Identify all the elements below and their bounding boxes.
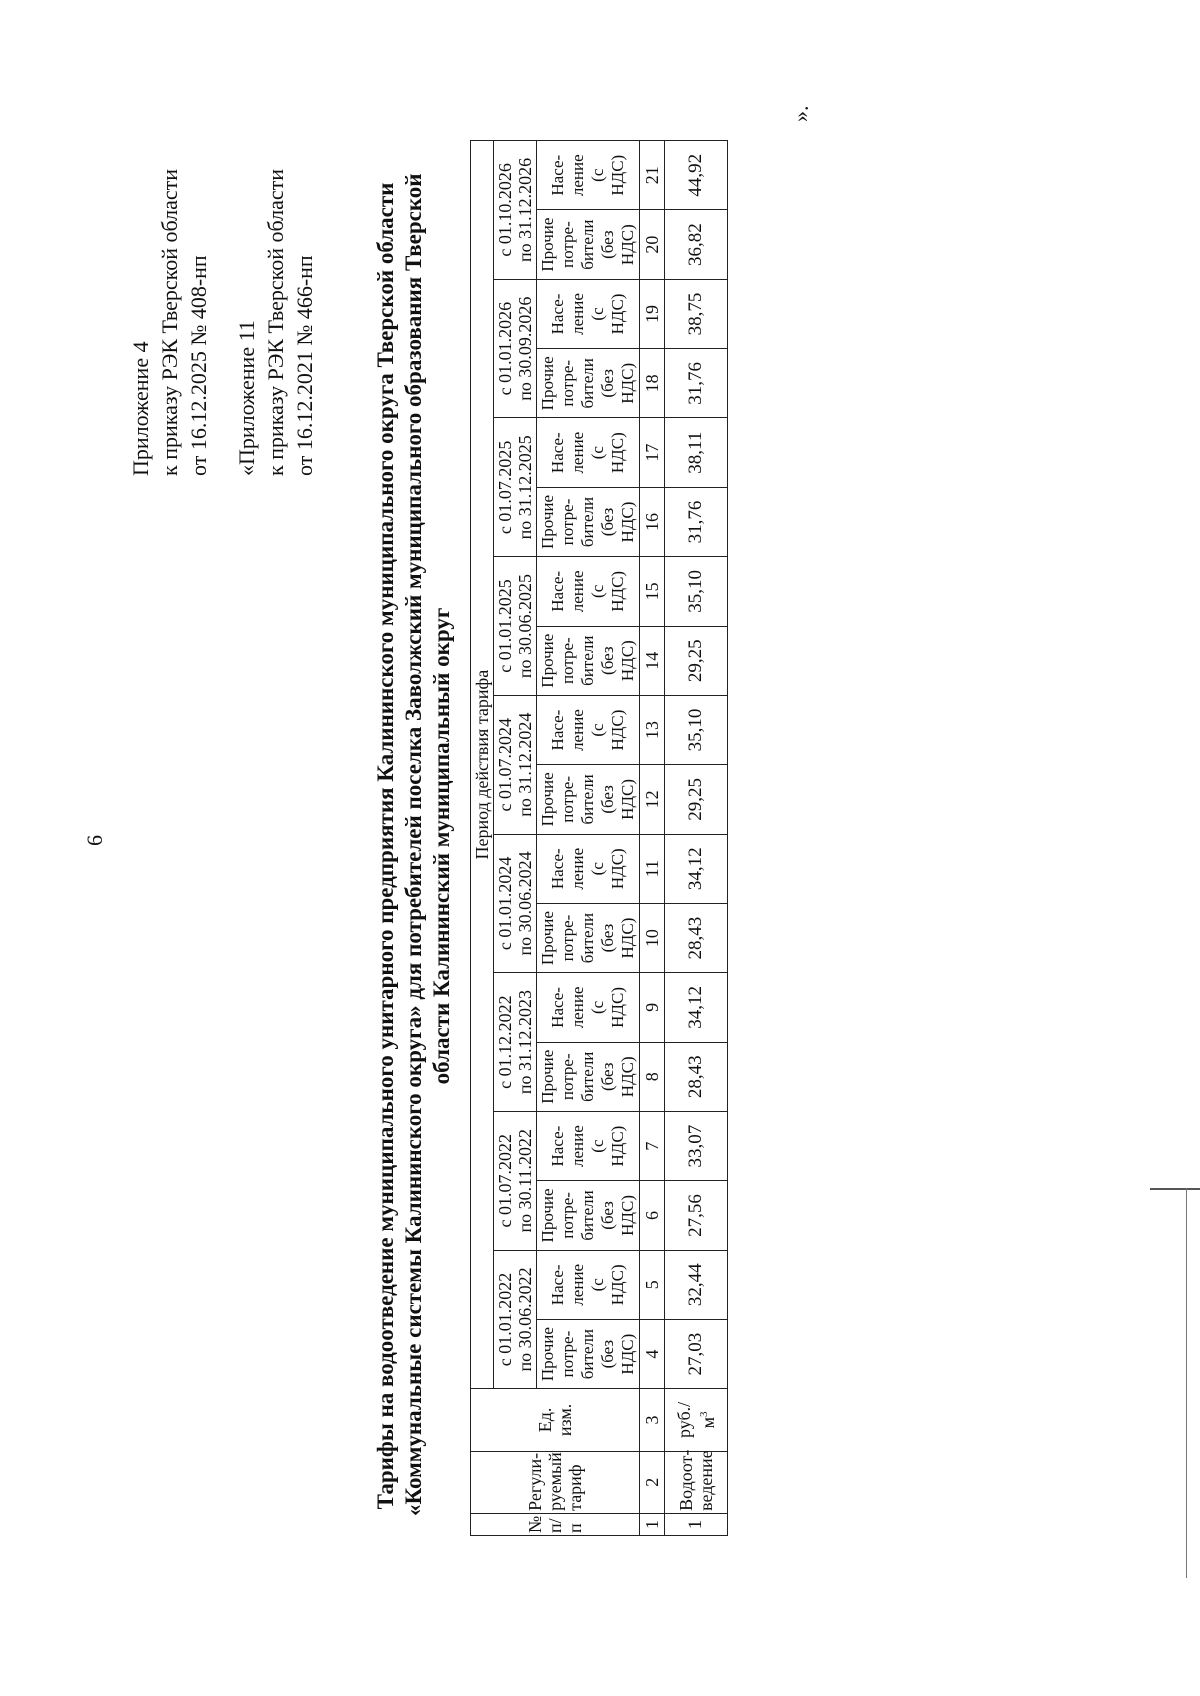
column-number: 16 bbox=[640, 487, 665, 556]
category-population: Насе- ление (с НДС) bbox=[537, 418, 640, 487]
tariff-value-cell: 28,43 bbox=[665, 1042, 728, 1111]
category-other-consumers: Прочие потре- бители (без НДС) bbox=[537, 1319, 640, 1388]
tariff-value-cell: 35,10 bbox=[665, 695, 728, 764]
column-number: 21 bbox=[640, 141, 665, 210]
column-number: 6 bbox=[640, 1181, 665, 1250]
category-other-consumers: Прочие потре- бители (без НДС) bbox=[537, 1042, 640, 1111]
column-number: 4 bbox=[640, 1319, 665, 1388]
period-header: с 01.01.2026 по 30.09.2026 bbox=[494, 279, 537, 418]
column-number: 8 bbox=[640, 1042, 665, 1111]
document-title bbox=[372, 173, 456, 1516]
category-population: Насе- ление (с НДС) bbox=[537, 557, 640, 626]
period-header: с 01.01.2024 по 30.06.2024 bbox=[494, 834, 537, 973]
appendix-line: к приказу РЭК Тверской области bbox=[263, 168, 288, 476]
tariff-value-cell: 31,76 bbox=[665, 487, 728, 556]
column-number: 18 bbox=[640, 349, 665, 418]
tariff-value-cell: 29,25 bbox=[665, 626, 728, 695]
appendix-line: Приложение 4 bbox=[128, 341, 153, 476]
period-header: с 01.07.2024 по 31.12.2024 bbox=[494, 695, 537, 834]
category-other-consumers: Прочие потре- бители (без НДС) bbox=[537, 765, 640, 834]
row-unit: руб./ $м^3$ bbox=[665, 1389, 728, 1451]
category-population: Насе- ление (с НДС) bbox=[537, 1111, 640, 1180]
tariff-value-cell: 44,92 bbox=[665, 141, 728, 210]
tariff-value-cell: 35,10 bbox=[665, 557, 728, 626]
column-number: 2 bbox=[640, 1451, 665, 1513]
category-population: Насе- ление (с НДС) bbox=[537, 141, 640, 210]
period-header: с 01.01.2025 по 30.06.2025 bbox=[494, 557, 537, 696]
appendix-line: от 16.12.2021 № 466-нп bbox=[292, 255, 317, 476]
column-number: 10 bbox=[640, 903, 665, 972]
column-number: 7 bbox=[640, 1111, 665, 1180]
table-row bbox=[665, 141, 728, 1536]
category-population: Насе- ление (с НДС) bbox=[537, 834, 640, 903]
tariff-value-cell: 38,11 bbox=[665, 418, 728, 487]
tariff-value-cell: 32,44 bbox=[665, 1250, 728, 1319]
tariff-value-cell: 33,07 bbox=[665, 1111, 728, 1180]
appendix-line: от 16.12.2025 № 408-нп bbox=[186, 255, 211, 476]
category-other-consumers: Прочие потре- бители (без НДС) bbox=[537, 487, 640, 556]
category-other-consumers: Прочие потре- бители (без НДС) bbox=[537, 210, 640, 279]
column-number: 17 bbox=[640, 418, 665, 487]
tariff-value-cell: 27,03 bbox=[665, 1319, 728, 1388]
column-number: 20 bbox=[640, 210, 665, 279]
column-number: 19 bbox=[640, 279, 665, 348]
tariff-value-cell: 31,76 bbox=[665, 349, 728, 418]
column-number: 1 bbox=[640, 1513, 665, 1535]
category-population: Насе- ление (с НДС) bbox=[537, 695, 640, 764]
row-tariff-name: Водоот- ведение bbox=[665, 1451, 728, 1513]
category-population: Насе- ление (с НДС) bbox=[537, 279, 640, 348]
header-row-number: № п/ п bbox=[471, 1513, 640, 1535]
tariff-value-cell: 38,75 bbox=[665, 279, 728, 348]
header-row-group bbox=[471, 141, 494, 1536]
tariff-value-cell: 28,43 bbox=[665, 903, 728, 972]
page-number: 6 bbox=[82, 835, 107, 846]
category-other-consumers: Прочие потре- бители (без НДС) bbox=[537, 1181, 640, 1250]
column-number: 3 bbox=[640, 1389, 665, 1451]
tariff-value-cell: 34,12 bbox=[665, 834, 728, 903]
column-number: 13 bbox=[640, 695, 665, 764]
column-number: 9 bbox=[640, 973, 665, 1042]
category-other-consumers: Прочие потре- бители (без НДС) bbox=[537, 349, 640, 418]
tariff-value-cell: 34,12 bbox=[665, 973, 728, 1042]
header-periods-row bbox=[494, 141, 537, 1536]
period-header: с 01.12.2022 по 31.12.2023 bbox=[494, 973, 537, 1112]
category-population: Насе- ление (с НДС) bbox=[537, 973, 640, 1042]
column-number: 14 bbox=[640, 626, 665, 695]
column-numbers-row bbox=[640, 141, 665, 1536]
appendix-note-current bbox=[126, 169, 213, 476]
period-header: с 01.07.2022 по 30.11.2022 bbox=[494, 1111, 537, 1250]
header-period-group: Период действия тарифа bbox=[471, 141, 494, 1389]
period-header: с 01.10.2026 по 31.12.2026 bbox=[494, 141, 537, 280]
tariff-value-cell: 36,82 bbox=[665, 210, 728, 279]
column-number: 12 bbox=[640, 765, 665, 834]
title-line: Тарифы на водоотведение муниципального унитарного предприятия Калининского муниципального округа Тверской области bbox=[373, 182, 398, 1510]
category-population: Насе- ление (с НДС) bbox=[537, 1250, 640, 1319]
column-number: 5 bbox=[640, 1250, 665, 1319]
period-header: с 01.07.2025 по 31.12.2025 bbox=[494, 418, 537, 557]
header-tariff: Регули- руемый тариф bbox=[471, 1451, 640, 1513]
column-number: 11 bbox=[640, 834, 665, 903]
title-line: области Калининский муниципальный округ bbox=[429, 607, 454, 1085]
category-other-consumers: Прочие потре- бители (без НДС) bbox=[537, 626, 640, 695]
tariff-value-cell: 27,56 bbox=[665, 1181, 728, 1250]
header-unit: Ед. изм. bbox=[471, 1389, 640, 1451]
row-number: 1 bbox=[665, 1513, 728, 1535]
title-line: «Коммунальные системы Калининского округа» для потребителей поселка Заволжский муниципального образования Тверской bbox=[401, 173, 426, 1516]
tariff-table bbox=[470, 140, 728, 1536]
column-number: 15 bbox=[640, 557, 665, 626]
appendix-line: к приказу РЭК Тверской области bbox=[157, 168, 182, 476]
tariff-value-cell: 29,25 bbox=[665, 765, 728, 834]
header-categories-row bbox=[537, 141, 640, 1536]
appendix-line: «Приложение 11 bbox=[234, 320, 259, 476]
category-other-consumers: Прочие потре- бители (без НДС) bbox=[537, 903, 640, 972]
period-header: с 01.01.2022 по 30.06.2022 bbox=[494, 1250, 537, 1389]
appendix-note-amended bbox=[232, 169, 319, 476]
closing-quote: ». bbox=[788, 105, 813, 122]
